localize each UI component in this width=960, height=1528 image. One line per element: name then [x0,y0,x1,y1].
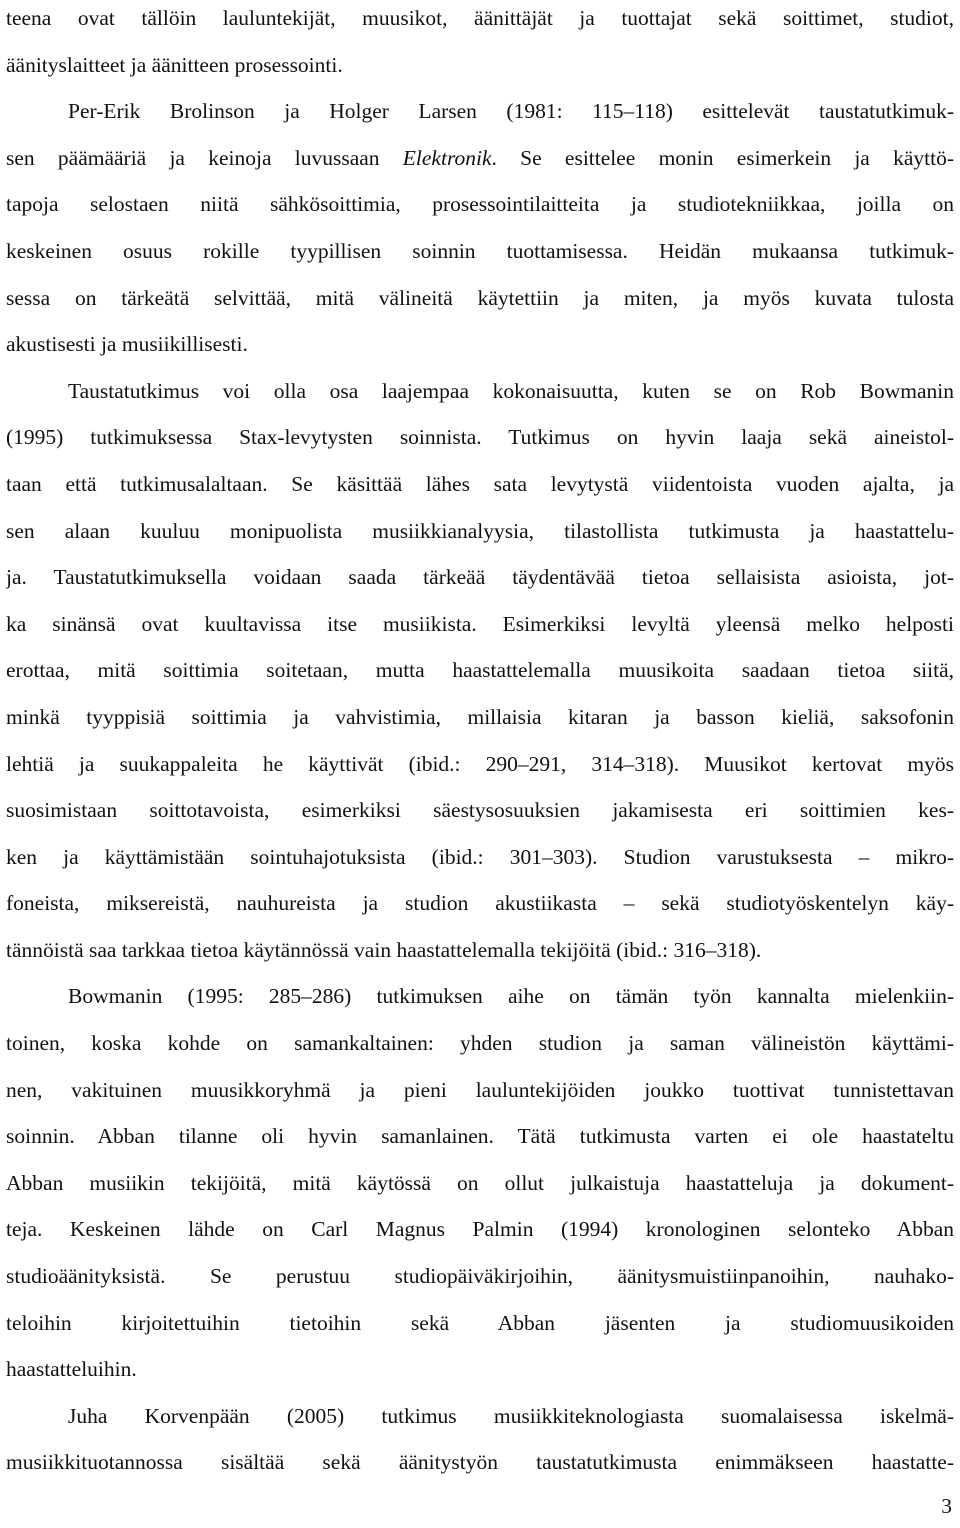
text-line: akustisesti ja musiikillisesti. [6,332,248,357]
text-line: teena ovat tällöin lauluntekijät, muusikot, äänittäjät ja tuottajat sekä soittimet, studiot, [6,6,954,30]
text-line: minkä tyyppisiä soittimia ja vahvistimia, millaisia kitaran ja basson kieliä, saksofonin [6,704,954,729]
text-line: erottaa, mitä soittimia soitetaan, mutta haastattelemalla muusikoita saadaan tietoa siitä, [6,658,954,683]
text-line: teja. Keskeinen lähde on Carl Magnus Palmin (1994) kronologinen selonteko Abban [6,1217,954,1242]
text-run: sen päämääriä ja keinoja luvussaan [6,145,403,170]
text-line [6,135,954,182]
text-line: ken ja käyttämistään sointuhajotuksista (ibid.: 301–303). Studion varustuksesta – mikro- [6,844,954,869]
text-line: teloihin kirjoitettuihin tietoihin sekä Abban jäsenten ja studiomuusikoiden [6,1310,954,1335]
text-line: lehtiä ja suukappaleita he käyttivät (ibid.: 290–291, 314–318). Muusikot kertovat myös [6,751,954,776]
text-line: musiikkituotannossa sisältää sekä äänitystyön taustatutkimusta enimmäkseen haastatte- [6,1450,954,1475]
text-line: Per-Erik Brolinson ja Holger Larsen (1981: 115–118) esittelevät taustatutkimuk- [68,99,954,124]
text-line: soinnin. Abban tilanne oli hyvin samanlainen. Tätä tutkimusta varten ei ole haastateltu [6,1124,954,1149]
text-line: keskeinen osuus rokille tyypillisen soinnin tuottamisessa. Heidän mukaansa tutkimuk- [6,238,954,263]
page-number: 3 [941,1494,952,1518]
text-line: äänityslaitteet ja äänitteen prosessointi. [6,52,343,77]
italic-title: Elektronik [402,145,492,170]
text-line: suosimistaan soittotavoista, esimerkiksi säestysosuuksien jakamisesta eri soittimien kes- [6,798,954,823]
text-line: Juha Korvenpään (2005) tutkimus musiikkiteknologiasta suomalaisessa iskelmä- [68,1403,954,1428]
text-line: toinen, koska kohde on samankaltainen: yhden studion ja saman välineistön käyttämi- [6,1031,954,1056]
text-line: sessa on tärkeätä selvittää, mitä välineitä käytettiin ja miten, ja myös kuvata tulosta [6,285,954,310]
text-line: foneista, miksereistä, nauhureista ja studion akustiikasta – sekä studiotyöskentelyn käy- [6,891,954,916]
text-line: nen, vakituinen muusikkoryhmä ja pieni lauluntekijöiden joukko tuottivat tunnistettavan [6,1077,954,1102]
text-line: taan että tutkimusalaltaan. Se käsittää lähes sata levytystä viidentoista vuoden ajalta, ja [6,471,954,496]
text-line: Taustatutkimus voi olla osa laajempaa kokonaisuutta, kuten se on Rob Bowmanin [68,378,954,403]
text-line: Abban musiikin tekijöitä, mitä käytössä on ollut julkaistuja haastatteluja ja dokument- [6,1170,954,1195]
text-line: haastatteluihin. [6,1357,137,1382]
body-text [6,0,954,1486]
text-line: studioäänityksistä. Se perustuu studiopäiväkirjoihin, äänitysmuistiinpanoihin, nauhako- [6,1264,954,1289]
text-line: (1995) tutkimuksessa Stax-levytysten soinnista. Tutkimus on hyvin laaja sekä aineistol- [6,425,954,450]
text-line: sen alaan kuuluu monipuolista musiikkianalyysia, tilastollista tutkimusta ja haastattelu- [6,518,954,543]
text-line: tapoja selostaen niitä sähkösoittimia, prosessointilaitteita ja studiotekniikkaa, joilla on [6,192,954,217]
text-line: Bowmanin (1995: 285–286) tutkimuksen aihe on tämän työn kannalta mielenkiin- [68,984,954,1009]
text-line: tännöistä saa tarkkaa tietoa käytännössä vain haastattelemalla tekijöitä (ibid.: 316–318). [6,937,762,962]
text-line: ja. Taustatutkimuksella voidaan saada tärkeää täydentävää tietoa sellaisista asioista, jot- [6,565,954,590]
text-line: ka sinänsä ovat kuultavissa itse musiikista. Esimerkiksi levyltä yleensä melko helposti [6,611,954,636]
text-run: . Se esittelee monin esimerkein ja käyttö- [491,145,954,170]
